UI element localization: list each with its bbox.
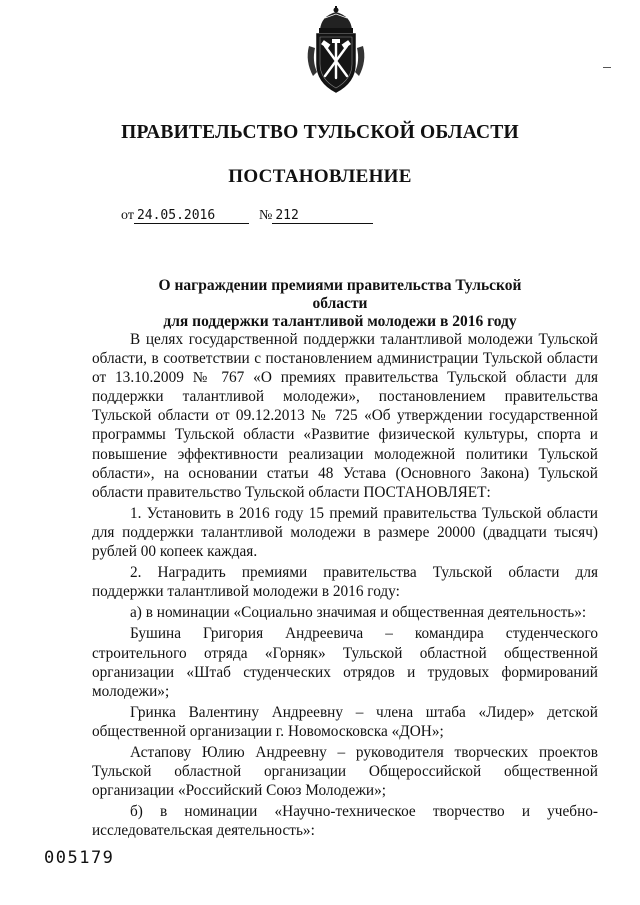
- document-date: 24.05.2016: [134, 208, 249, 224]
- date-prefix: от: [121, 208, 134, 223]
- subject-line-2: для поддержки талантливой молодежи в 2016 году: [163, 313, 517, 330]
- body-paragraph-nomination-a: а) в номинации «Социально значимая и общественная деятельность»:: [130, 604, 587, 622]
- body-paragraph-nomination-b: б) в номинации «Научно-техническое творчество и учебно-исследовательская деятельность»:: [92, 803, 598, 840]
- number-prefix: №: [259, 208, 273, 223]
- body-paragraph-preamble: В целях государственной поддержки талантливой молодежи Тульской области, в соответствии с постановлением администрации Тульской области от 13.10.2009 № 767 «О премиях правительства Тульской области для поддержки талантливой молодежи», постановлением правительства Тульской области от 09.12.2013 № 725 «Об утверждении государственной программы Тульской области «Развитие физической культуры, спорта и повышение эффективности реализации молодежной политики Тульской области», на основании статьи 48 Устава (Основного Закона) Тульской области правительство Тульской области ПОСТАНОВЛЯЕТ:: [92, 331, 598, 501]
- body-paragraph-awardee: Гринка Валентину Андреевну – члена штаба «Лидер» детской общественной организации г. Новомосковска «ДОН»;: [92, 703, 598, 740]
- crown-icon: [319, 6, 353, 33]
- document-date-row: [121, 208, 249, 224]
- document-subject: [130, 277, 550, 331]
- body-paragraph-awardee: Астапову Юлию Андреевну – руководителя творческих проектов Тульской областной организации Общероссийской общественной организации «Российский Союз Молодежи»;: [92, 743, 598, 800]
- body-paragraph-item-1: 1. Установить в 2016 году 15 премий правительства Тульской области для поддержки талантливой молодежи в размере 20000 (двадцати тысяч) рублей 00 копеек каждая.: [92, 504, 598, 561]
- document-number-row: [259, 208, 373, 224]
- government-title: ПРАВИТЕЛЬСТВО ТУЛЬСКОЙ ОБЛАСТИ: [121, 122, 519, 143]
- document-body: [92, 330, 598, 840]
- subject-line-1: О награждении премиями правительства Тульской области: [158, 277, 522, 312]
- serial-number: 005179: [44, 848, 115, 868]
- document-type-title: ПОСТАНОВЛЕНИЕ: [228, 166, 412, 187]
- document-number: 212: [272, 208, 373, 224]
- body-paragraph-awardee: Бушина Григория Андреевича – командира студенческого строительного отряда «Горняк» Тульской областной общественной организации «Штаб студенческих отрядов и трудовых формирований молодежи»;: [92, 625, 598, 700]
- body-paragraph-item-2: 2. Наградить премиями правительства Тульской области для поддержки талантливой молодежи в 2016 году:: [92, 564, 598, 601]
- margin-mark: [603, 67, 611, 68]
- coat-of-arms-emblem: [303, 6, 369, 96]
